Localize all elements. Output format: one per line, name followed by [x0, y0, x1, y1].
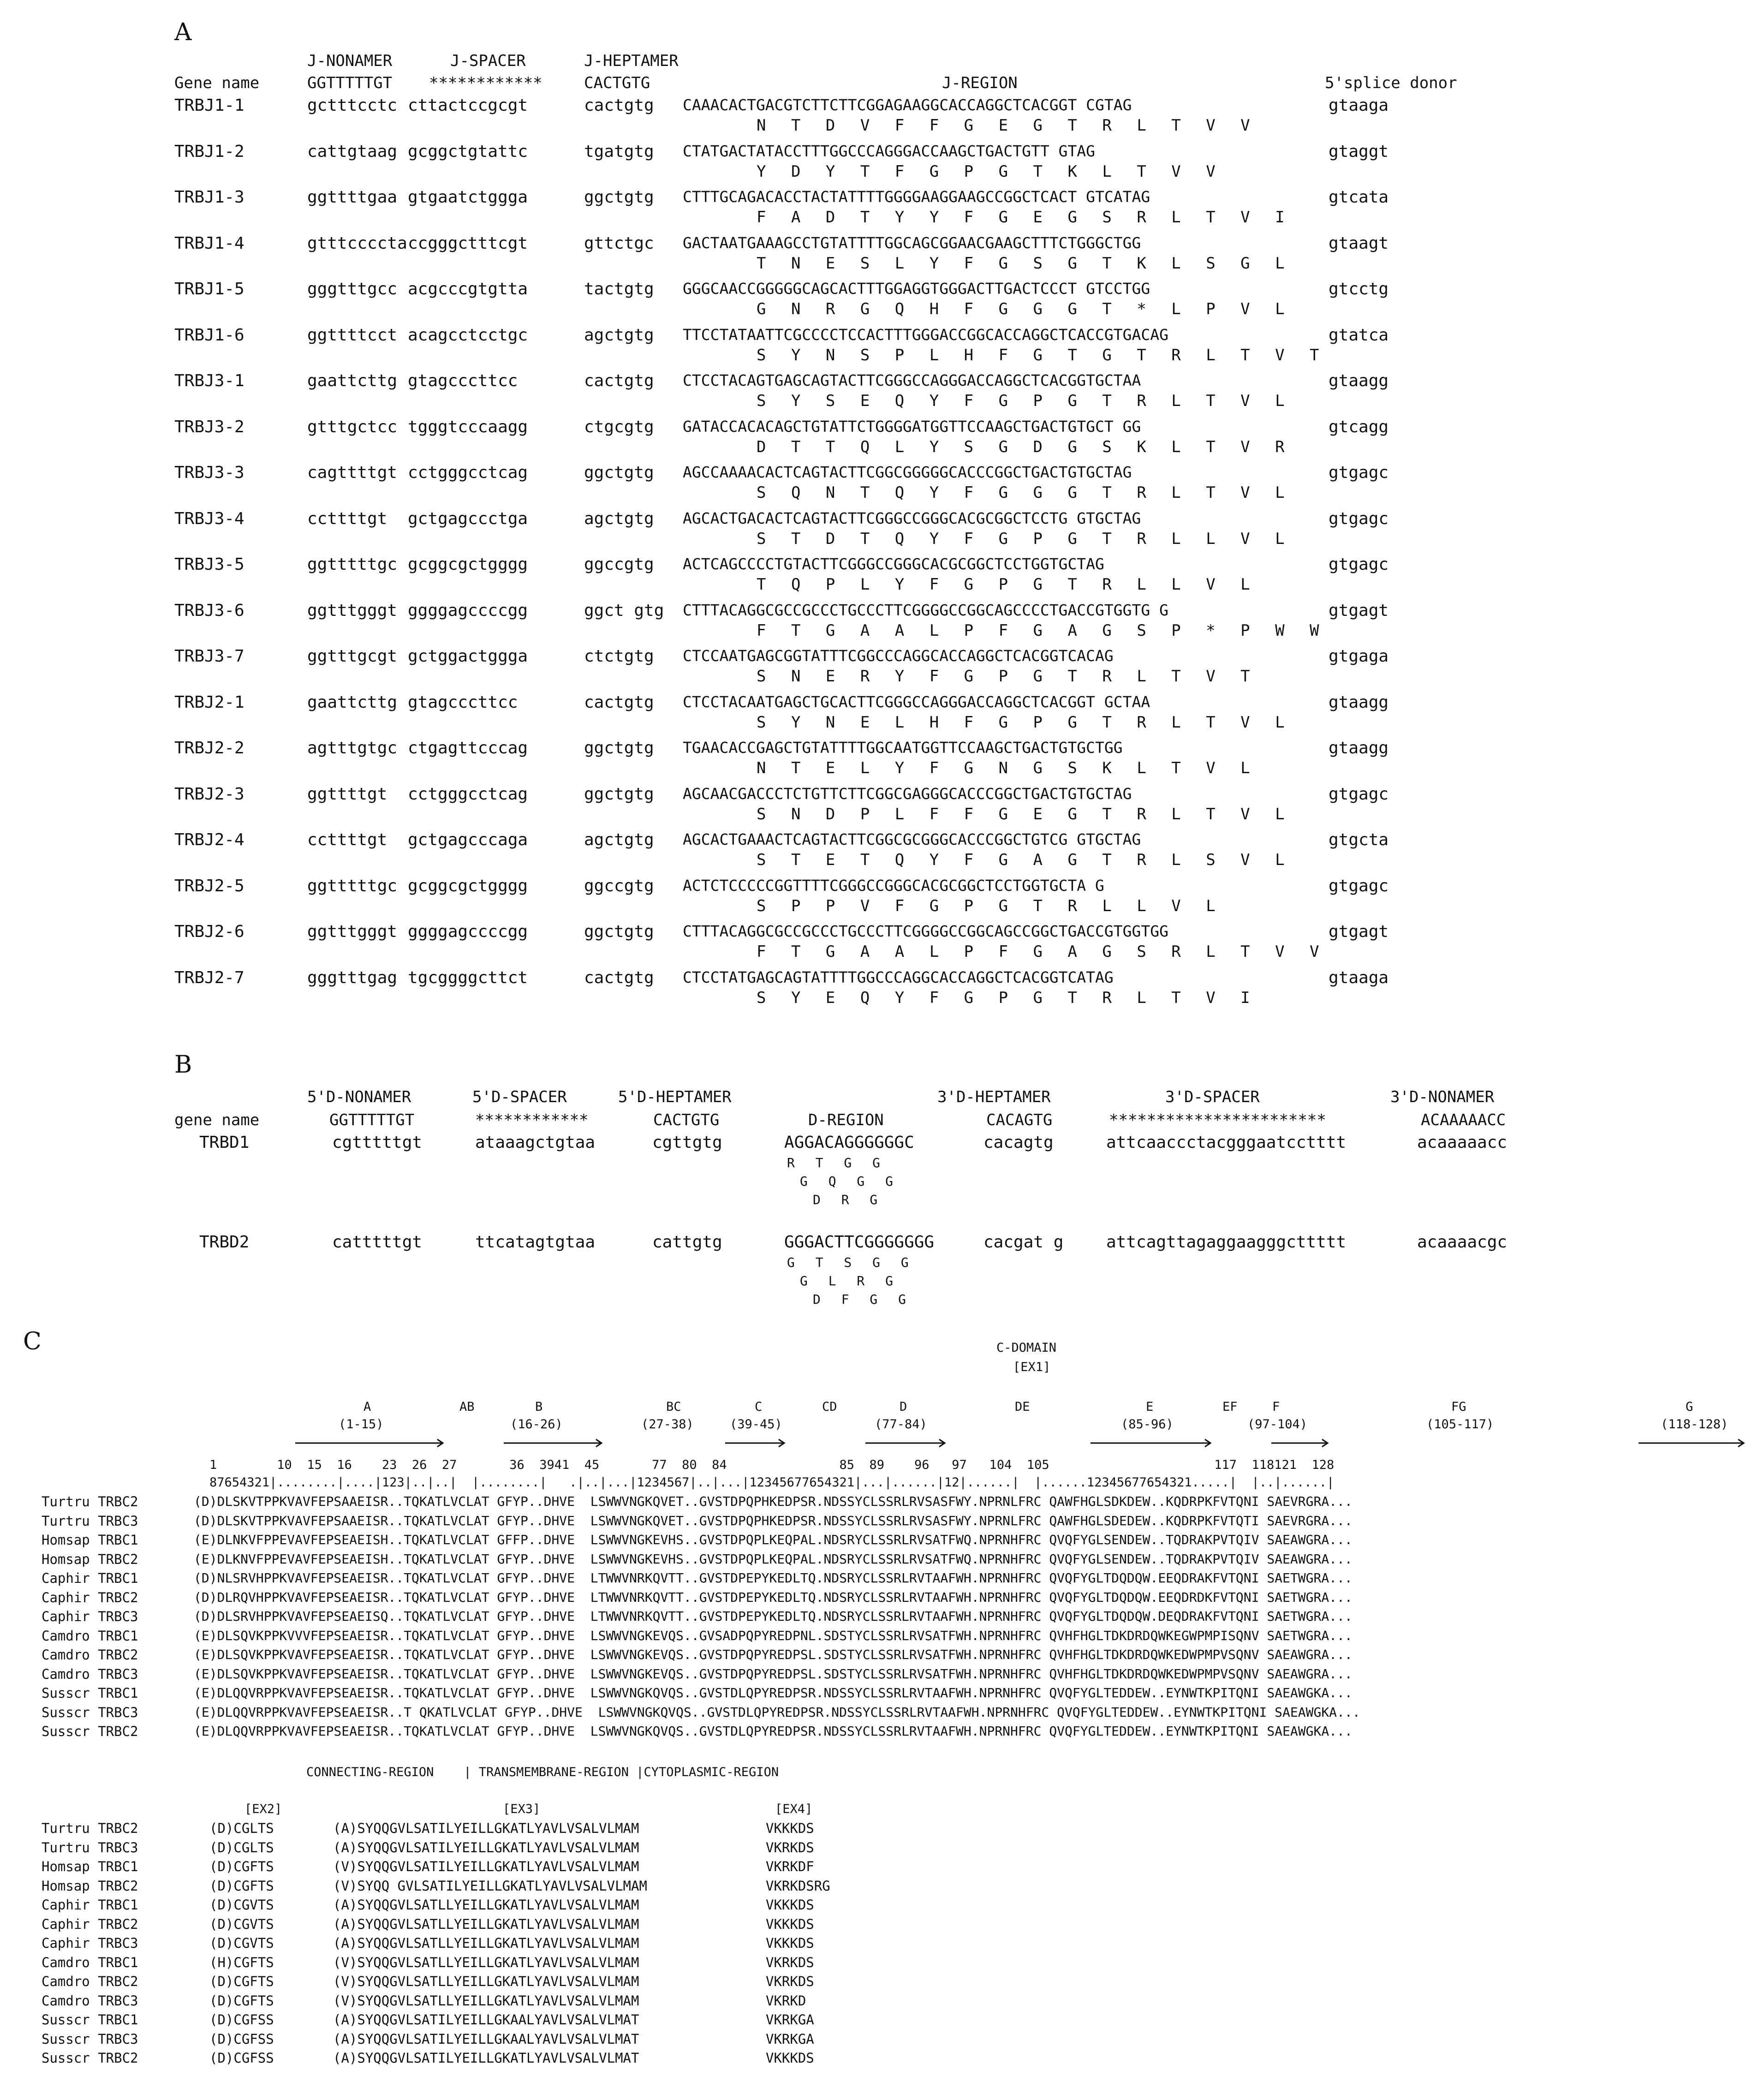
- d-region-frame: G T S G G: [787, 1255, 915, 1270]
- ex3-sequence: (A)SYQQGVLSATLLYEILLGKATLYAVLVSALVLMAM: [333, 1935, 639, 1951]
- j-nonamer: cattgtaag: [307, 142, 398, 161]
- j-spacer: gtgaatctggga: [408, 188, 528, 207]
- strand-name: FG: [1451, 1400, 1466, 1414]
- d-3-heptamer: cacgat g: [983, 1233, 1064, 1252]
- j-region-header: J-REGION: [942, 74, 1018, 92]
- j-heptamer: agctgtg: [584, 830, 654, 849]
- d-gene-name: TRBD1: [199, 1133, 250, 1152]
- species-label: Homsap TRBC1: [42, 1859, 138, 1874]
- strand-name: F: [1272, 1400, 1280, 1414]
- j-region-sequence: ACTCTCCCCCGGTTTTCGGGCCGGGCACGCGGCTCCTGGTGCTA G: [683, 877, 1104, 895]
- j-nonamer: gaattcttg: [307, 371, 398, 390]
- ex4-sequence: VKRKGA: [766, 2031, 814, 2047]
- j-region-sequence: GGGCAACCGGGGGCAGCACTTTGGAGGTGGGACTTGACTCCCT GTCCTGG: [683, 280, 1150, 298]
- d-3-heptamer-consensus: CACAGTG: [986, 1111, 1053, 1129]
- ex1-sequence: (E)DLSQVKPPKVAVFEPSEAEISR..TQKATLVCLAT GFYP..DHVE LSWWVNGKEVQS..GVSTDPQPYREDPSL.SDSTYCLSSRLRVSATFWH.NPRNHFRC QVHFHGLTDKDRDQWKEDWPMPVSQNV SAEAWGRA...: [194, 1666, 1353, 1682]
- region-header: CONNECTING-REGION | TRANSMEMBRANE-REGION |CYTOPLASMIC-REGION: [306, 1765, 779, 1779]
- j-nonamer: ccttttgt: [307, 830, 387, 849]
- j-region-translation: G N R G Q H F G G G T * L P V L: [757, 300, 1293, 318]
- d-5-heptamer: cgttgtg: [652, 1133, 722, 1152]
- j-heptamer: ggctgtg: [584, 785, 654, 804]
- splice-donor: gtgagt: [1329, 601, 1389, 620]
- strand-range: (118-128): [1661, 1417, 1728, 1432]
- d-5-spacer-consensus: ************: [475, 1111, 589, 1129]
- d-region-frame: G L R G: [800, 1273, 900, 1289]
- ex3-sequence: (V)SYQQ GVLSATILYEILLGKATLYAVLVSALVLMAM: [333, 1878, 647, 1894]
- j-region-sequence: CTATGACTATACCTTTGGCCCAGGGACCAAGCTGACTGTT GTAG: [683, 142, 1096, 160]
- ex4-label: [EX4]: [775, 1802, 813, 1816]
- j-heptamer: ggccgtg: [584, 555, 654, 574]
- d-region-frame: G Q G G: [800, 1174, 900, 1189]
- j-spacer: gctgagcccaga: [408, 830, 528, 849]
- ex2-sequence: (D)CGFSS: [209, 2012, 274, 2028]
- ex1-sequence: (E)DLSQVKPPKVVVFEPSEAEISR..TQKATLVCLAT GFYP..DHVE LSWWVNGKEVQS..GVSADPQPYREDPNL.SDSTYCLSSRLRVSATFWH.NPRNHFRC QVHFHGLTDKDRDQWKEGWPMPISQNV SAETWGRA...: [194, 1628, 1353, 1643]
- species-label: Caphir TRBC2: [42, 1590, 138, 1605]
- splice-donor: gtaagg: [1329, 693, 1389, 712]
- strand-range: (77-84): [875, 1417, 927, 1432]
- j-region-translation: F T G A A L P F G A G S R L T V V: [757, 943, 1327, 961]
- strand-range: (1-15): [339, 1417, 384, 1432]
- ex1-sequence: (D)DLSKVTPPKVAVFEPSAAEISR..TQKATLVCLAT GFYP..DHVE LSWWVNGKQVET..GVSTDPQPHKEDPSR.NDSSYCLSSRLRVSASFWY.NPRNLFRC QAWFHGLSDKDEW..KQDRPKFVTQNI SAEVRGRA...: [194, 1494, 1353, 1509]
- splice-donor: gtgagc: [1329, 877, 1389, 895]
- j-spacer: gctgagccctga: [408, 509, 528, 528]
- gene-name: TRBJ2-5: [174, 877, 244, 895]
- strand-name: E: [1146, 1400, 1154, 1414]
- splice-donor: gtgagc: [1329, 785, 1389, 804]
- ex2-sequence: (D)CGLTS: [209, 1840, 274, 1855]
- strand-name: BC: [666, 1400, 681, 1414]
- d-5-nonamer: catttttgt: [332, 1233, 423, 1252]
- splice-donor: gtcata: [1329, 188, 1389, 207]
- j-heptamer: ctgcgtg: [584, 418, 654, 436]
- j-heptamer: tactgtg: [584, 280, 654, 298]
- j-region-translation: T N E S L Y F G S G T K L S G L: [757, 254, 1293, 273]
- j-spacer: tgggtcccaagg: [408, 418, 528, 436]
- d-3-nonamer: acaaaacgc: [1417, 1233, 1508, 1252]
- d-3-spacer: attcagttagaggaagggcttttt: [1106, 1233, 1347, 1252]
- splice-donor: gtaggt: [1329, 142, 1389, 161]
- j-heptamer: agctgtg: [584, 509, 654, 528]
- j-nonamer: ggttttgt: [307, 785, 387, 804]
- j-spacer: cctgggcctcag: [408, 785, 528, 804]
- d-3-nonamer-header: 3'D-NONAMER: [1390, 1088, 1495, 1106]
- j-nonamer: ggtttgggt: [307, 601, 398, 620]
- j-nonamer-header: J-NONAMER: [307, 52, 393, 70]
- j-region-translation: S T E T Q Y F G A G T R L S V L: [757, 851, 1293, 869]
- ex2-sequence: (D)CGFTS: [209, 1974, 274, 1989]
- species-label: Homsap TRBC1: [42, 1532, 138, 1548]
- d-5-nonamer: cgtttttgt: [332, 1133, 423, 1152]
- j-spacer: acgcccgtgtta: [408, 280, 528, 298]
- ex4-sequence: VKRKDSRG: [766, 1878, 830, 1894]
- j-nonamer: cagttttgt: [307, 463, 398, 482]
- ex3-sequence: (A)SYQQGVLSATILYEILLGKATLYAVLVSALVLMAT: [333, 2050, 639, 2066]
- j-heptamer-consensus: CACTGTG: [584, 74, 650, 92]
- d-3-heptamer-header: 3'D-HEPTAMER: [937, 1088, 1051, 1106]
- d-3-spacer-consensus: ***********************: [1109, 1111, 1326, 1129]
- numbering-line: 1 10 15 16 23 26 27 36 3941 45 77 80 84 85 89 96 97 104 105 117 118121 128: [209, 1458, 1335, 1472]
- splice-donor: gtgagt: [1329, 922, 1389, 941]
- j-nonamer: ggttttgaa: [307, 188, 398, 207]
- gene-name: TRBJ1-5: [174, 280, 244, 298]
- ex4-sequence: VKRKDS: [766, 1974, 814, 1989]
- j-region-sequence: CTTTACAGGCGCCGCCCTGCCCTTCGGGGCCGGCAGCCGGCTGACCGTGGTGG: [683, 922, 1168, 940]
- j-region-translation: S Y N E L H F G P G T R L T V L: [757, 713, 1293, 732]
- j-heptamer: ggctgtg: [584, 739, 654, 758]
- j-nonamer: gtttgctcc: [307, 418, 398, 436]
- strand-range: (105-117): [1426, 1417, 1494, 1432]
- j-nonamer: ggttttcct: [307, 326, 398, 345]
- d-5-nonamer-header: 5'D-NONAMER: [307, 1088, 411, 1106]
- splice-donor: gtgagc: [1329, 509, 1389, 528]
- j-region-translation: S N E R Y F G P G T R L T V T: [757, 667, 1258, 686]
- strand-name: B: [535, 1400, 543, 1414]
- ex4-sequence: VKRKDS: [766, 1955, 814, 1970]
- d-region-sequence: AGGACAGGGGGGC: [784, 1133, 914, 1152]
- splice-donor: gtgcta: [1329, 830, 1389, 849]
- j-nonamer: gtttccccta: [307, 234, 407, 253]
- j-nonamer: ggtttgggt: [307, 922, 398, 941]
- j-spacer: cttactccgcgt: [408, 96, 528, 115]
- j-nonamer: agtttgtgc: [307, 739, 398, 758]
- d-3-nonamer: acaaaaacc: [1417, 1133, 1508, 1152]
- species-label: Caphir TRBC1: [42, 1897, 138, 1913]
- ex4-sequence: VKRKDS: [766, 1840, 814, 1855]
- j-spacer: gcggcgctgggg: [408, 877, 528, 895]
- ex1-sequence: (D)DLSKVTPPKVAVFEPSAAEISR..TQKATLVCLAT GFYP..DHVE LSWWVNGKQVET..GVSTDPQPHKEDPSR.NDSSYCLSSRLRVSASFWY.NPRNLFRC QAWFHGLSDEDEW..KQDRPKFVTQTI SAEVRGRA...: [194, 1513, 1353, 1528]
- j-region-sequence: CTCCTATGAGCAGTATTTTGGCCCAGGCACCAGGCTCACGGTCATAG: [683, 968, 1114, 986]
- species-label: Caphir TRBC1: [42, 1570, 138, 1586]
- j-heptamer: cactgtg: [584, 693, 654, 712]
- ex2-sequence: (D)CGVTS: [209, 1897, 274, 1913]
- ex3-sequence: (V)SYQQGVLSATLLYEILLGKATLYAVLVSALVLMAM: [333, 1955, 639, 1970]
- d-region-header: D-REGION: [808, 1111, 884, 1129]
- ex1-sequence: (D)NLSRVHPPKVAVFEPSEAEISR..TQKATLVCLAT GFYP..DHVE LTWWVNRKQVTT..GVSTDPEPYKEDLTQ.NDSRYCLSSRLRVTAAFWH.NPRNHFRC QVQFYGLTDQDQW.EEQDRAKFVTQNI SAETWGRA...: [194, 1570, 1353, 1586]
- gene-name: TRBJ1-6: [174, 326, 244, 345]
- j-nonamer: ggtttttgc: [307, 555, 398, 574]
- j-heptamer: ggctgtg: [584, 463, 654, 482]
- species-label: Homsap TRBC2: [42, 1878, 138, 1894]
- species-label: Camdro TRBC2: [42, 1647, 138, 1663]
- ex3-sequence: (A)SYQQGVLSATILYEILLGKATLYAVLVSALVLMAM: [333, 1820, 639, 1836]
- j-region-sequence: CAAACACTGACGTCTTCTTCGGAGAAGGCACCAGGCTCACGGT CGTAG: [683, 96, 1132, 114]
- species-label: Turtru TRBC2: [42, 1820, 138, 1836]
- ex4-sequence: VKKKDS: [766, 1916, 814, 1932]
- j-region-translation: N T D V F F G E G T R L T V V: [757, 116, 1258, 135]
- d-gene-name-header: gene name: [174, 1111, 260, 1129]
- j-heptamer: cactgtg: [584, 968, 654, 987]
- j-heptamer: agctgtg: [584, 326, 654, 345]
- ex2-sequence: (D)CGFSS: [209, 2031, 274, 2047]
- gene-name: TRBJ2-3: [174, 785, 244, 804]
- j-region-sequence: GACTAATGAAAGCCTGTATTTTGGCAGCGGAACGAAGCTTTCTGGGCTGG: [683, 234, 1141, 252]
- j-region-sequence: ACTCAGCCCCTGTACTTCGGGCCGGGCACGCGGCTCCTGGTGCTAG: [683, 555, 1104, 573]
- d-5-heptamer: cattgtg: [652, 1233, 722, 1252]
- species-label: Caphir TRBC3: [42, 1609, 138, 1624]
- j-region-translation: F T G A A L P F G A G S P * P W W: [757, 621, 1327, 640]
- species-label: Turtru TRBC3: [42, 1513, 138, 1529]
- gene-name: TRBJ3-6: [174, 601, 244, 620]
- ex3-sequence: (V)SYQQGVLSATLLYEILLGKATLYAVLVSALVLMAM: [333, 1993, 639, 2009]
- ex2-sequence: (D)CGFSS: [209, 2050, 274, 2066]
- strand-name: A: [364, 1400, 371, 1414]
- ex3-sequence: (V)SYQQGVLSATLLYEILLGKATLYAVLVSALVLMAM: [333, 1974, 639, 1989]
- strand-name: AB: [459, 1400, 475, 1414]
- j-spacer: gtagcccttcc: [408, 693, 518, 712]
- d-region-frame: D R G: [813, 1192, 884, 1207]
- ex1-sequence: (E)DLNKVFPPEVAVFEPSEAEISH..TQKATLVCLAT GFFP..DHVE LSWWVNGKEVHS..GVSTDPQPLKEQPAL.NDSRYCLSSRLRVSATFWQ.NPRNHFRC QVQFYGLSENDEW..TQDRAKPVTQIV SAEAWGRA...: [194, 1532, 1353, 1547]
- j-spacer: cctgggcctcag: [408, 463, 528, 482]
- splice-donor: gtatca: [1329, 326, 1389, 345]
- ex1-label: [EX1]: [1013, 1360, 1051, 1374]
- j-region-translation: F A D T Y Y F G E G S R L T V I: [757, 208, 1293, 227]
- j-heptamer: gttctgc: [584, 234, 654, 253]
- j-nonamer: gctttcctc: [307, 96, 398, 115]
- d-5-spacer: ttcatagtgtaa: [475, 1233, 596, 1252]
- d-3-nonamer-consensus: ACAAAAACC: [1421, 1111, 1506, 1129]
- strand-name: D: [900, 1400, 907, 1414]
- strand-range: (97-104): [1247, 1417, 1308, 1432]
- ex3-sequence: (A)SYQQGVLSATILYEILLGKAALYAVLVSALVLMAT: [333, 2031, 639, 2047]
- ex4-sequence: VKKKDS: [766, 1820, 814, 1836]
- j-spacer: gcggcgctgggg: [408, 555, 528, 574]
- species-label: Camdro TRBC1: [42, 1628, 138, 1644]
- ex2-sequence: (H)CGFTS: [209, 1955, 274, 1970]
- j-heptamer: cactgtg: [584, 371, 654, 390]
- ex3-sequence: (A)SYQQGVLSATLLYEILLGKATLYAVLVSALVLMAM: [333, 1916, 639, 1932]
- species-label: Susscr TRBC2: [42, 1724, 138, 1739]
- j-heptamer: ctctgtg: [584, 647, 654, 666]
- ex3-label: [EX3]: [503, 1802, 541, 1816]
- d-region-frame: D F G G: [813, 1292, 913, 1307]
- j-nonamer: ggtttttgc: [307, 877, 398, 895]
- j-region-sequence: CTCCAATGAGCGGTATTTCGGCCCAGGCACCAGGCTCACGGTCACAG: [683, 647, 1114, 665]
- species-label: Susscr TRBC1: [42, 1685, 138, 1701]
- j-nonamer: gggtttgag: [307, 968, 398, 987]
- strand-name: G: [1686, 1400, 1693, 1414]
- j-heptamer: ggctgtg: [584, 188, 654, 207]
- d-5-nonamer-consensus: GGTTTTTGT: [329, 1111, 415, 1129]
- gene-name: TRBJ2-6: [174, 922, 244, 941]
- ex4-sequence: VKRKD: [766, 1993, 806, 2009]
- ex4-sequence: VKRKGA: [766, 2012, 814, 2028]
- j-region-sequence: AGCAACGACCCTCTGTTCTTCGGCGAGGGCACCCGGCTGACTGTGCTAG: [683, 785, 1132, 803]
- species-label: Caphir TRBC2: [42, 1916, 138, 1932]
- strand-name: CD: [822, 1400, 837, 1414]
- ex2-sequence: (D)CGLTS: [209, 1820, 274, 1836]
- splice-donor: gtcagg: [1329, 418, 1389, 436]
- panel-c-letter: C: [23, 1328, 42, 1355]
- species-label: Turtru TRBC2: [42, 1494, 138, 1509]
- j-spacer: ggggagccccgg: [408, 601, 528, 620]
- ex2-label: [EX2]: [244, 1802, 282, 1816]
- gene-name: TRBJ1-4: [174, 234, 244, 253]
- j-spacer: gcggctgtattc: [408, 142, 528, 161]
- species-label: Camdro TRBC3: [42, 1993, 138, 2009]
- ex3-sequence: (A)SYQQGVLSATILYEILLGKATLYAVLVSALVLMAM: [333, 1840, 639, 1855]
- j-region-translation: T Q P L Y F G P G T R L L V L: [757, 575, 1258, 594]
- ex4-sequence: VKKKDS: [766, 1935, 814, 1951]
- species-label: Susscr TRBC3: [42, 2031, 138, 2047]
- d-5-heptamer-consensus: CACTGTG: [653, 1111, 720, 1129]
- j-spacer-header: J-SPACER: [450, 52, 526, 70]
- c-domain-label: C-DOMAIN: [996, 1341, 1057, 1355]
- j-heptamer: tgatgtg: [584, 142, 654, 161]
- ex3-sequence: (V)SYQQGVLSATILYEILLGKATLYAVLVSALVLMAM: [333, 1859, 639, 1874]
- ex1-sequence: (E)DLQQVRPPKVAVFEPSEAEISR..TQKATLVCLAT GFYP..DHVE LSWWVNGKQVQS..GVSTDLQPYREDPSR.NDSSYCLSSRLRVTAAFWH.NPRNHFRC QVQFYGLTEDDEW..EYNWTKPITQNI SAEAWGKA...: [194, 1685, 1353, 1700]
- j-nonamer-consensus: GGTTTTTGT: [307, 74, 393, 92]
- ex1-sequence: (E)DLKNVFPPEVAVFEPSEAEISH..TQKATLVCLAT GFYP..DHVE LSWWVNGKEVHS..GVSTDPQPLKEQPAL.NDSRYCLSSRLRVSATFWQ.NPRNHFRC QVQFYGLSENDEW..TQDRAKPVTQIV SAEAWGRA...: [194, 1551, 1353, 1567]
- j-region-translation: S Y E Q Y F G P G T R L T V I: [757, 989, 1258, 1007]
- splice-donor: gtgaga: [1329, 647, 1389, 666]
- j-region-translation: S P P V F G P G T R L L V L: [757, 897, 1223, 915]
- d-3-heptamer: cacagtg: [983, 1133, 1054, 1152]
- ex3-sequence: (A)SYQQGVLSATILYEILLGKAALYAVLVSALVLMAT: [333, 2012, 639, 2028]
- j-nonamer: ccttttgt: [307, 509, 387, 528]
- j-heptamer: cactgtg: [584, 96, 654, 115]
- j-region-sequence: TGAACACCGAGCTGTATTTTGGCAATGGTTCCAAGCTGACTGTGCTGG: [683, 739, 1123, 757]
- j-region-sequence: GATACCACACAGCTGTATTCTGGGGATGGTTCCAAGCTGACTGTGCT GG: [683, 418, 1141, 435]
- ex1-sequence: (D)DLSRVHPPKVAVFEPSEAEISQ..TQKATLVCLAT GFYP..DHVE LTWWVNRKQVTT..GVSTDPEPYKEDLTQ.NDSRYCLSSRLRVTAAFWH.NPRNHFRC QVQFYGLTDQDQW.DEQDRAKFVTQNI SAETWGRA...: [194, 1609, 1353, 1624]
- strand-range: (39-45): [730, 1417, 782, 1432]
- j-region-translation: S N D P L F F G E G T R L T V L: [757, 805, 1293, 823]
- splice-donor: gtaagt: [1329, 234, 1389, 253]
- j-region-sequence: AGCACTGAAACTCAGTACTTCGGCGCGGGCACCCGGCTGTCG GTGCTAG: [683, 830, 1141, 848]
- splice-donor: gtaagg: [1329, 371, 1389, 390]
- j-spacer: ccgggctttcgt: [408, 234, 528, 253]
- j-spacer: ggggagccccgg: [408, 922, 528, 941]
- j-heptamer-header: J-HEPTAMER: [584, 52, 679, 70]
- j-spacer: gtagcccttcc: [408, 371, 518, 390]
- j-region-translation: Y D Y T F G P G T K L T V V: [757, 162, 1223, 181]
- strand-name: C: [755, 1400, 763, 1414]
- ex4-sequence: VKRKDF: [766, 1859, 814, 1874]
- species-label: Camdro TRBC1: [42, 1955, 138, 1970]
- j-heptamer: ggccgtg: [584, 877, 654, 895]
- d-5-heptamer-header: 5'D-HEPTAMER: [618, 1088, 732, 1106]
- strand-name: EF: [1222, 1400, 1238, 1414]
- gene-name: TRBJ1-2: [174, 142, 244, 161]
- panel-a-letter: A: [174, 18, 192, 46]
- species-label: Susscr TRBC1: [42, 2012, 138, 2028]
- d-3-spacer: attcaaccctacgggaatcctttt: [1106, 1133, 1347, 1152]
- j-region-sequence: CTCCTACAATGAGCTGCACTTCGGGCCAGGGACCAGGCTCACGGT GCTAA: [683, 693, 1150, 711]
- gene-name: TRBJ2-7: [174, 968, 244, 987]
- j-spacer: acagcctcctgc: [408, 326, 528, 345]
- j-nonamer: gggtttgcc: [307, 280, 398, 298]
- species-label: Camdro TRBC2: [42, 1974, 138, 1989]
- ex4-sequence: VKKKDS: [766, 2050, 814, 2066]
- ex2-sequence: (D)CGFTS: [209, 1859, 274, 1874]
- j-region-translation: S Y N S P L H F G T G T R L T V T: [757, 346, 1327, 364]
- splice-donor: gtgagc: [1329, 555, 1389, 574]
- d-5-spacer: ataaagctgtaa: [475, 1133, 596, 1152]
- gene-name: TRBJ1-1: [174, 96, 244, 115]
- j-region-sequence: CTTTGCAGACACCTACTATTTTGGGGAAGGAAGCCGGCTCACT GTCATAG: [683, 188, 1150, 206]
- d-5-spacer-header: 5'D-SPACER: [472, 1088, 567, 1106]
- strand-range: (27-38): [641, 1417, 694, 1432]
- j-region-translation: N T E L Y F G N G S K L T V L: [757, 759, 1258, 777]
- gene-name: TRBJ2-2: [174, 739, 244, 758]
- species-label: Camdro TRBC3: [42, 1666, 138, 1682]
- d-3-spacer-header: 3'D-SPACER: [1165, 1088, 1260, 1106]
- strand-range: (85-96): [1121, 1417, 1174, 1432]
- d-gene-name: TRBD2: [199, 1233, 250, 1252]
- gene-name-header: Gene name: [174, 74, 260, 92]
- ex1-sequence: (E)DLQQVRPPKVAVFEPSEAEISR..T QKATLVCLAT GFYP..DHVE LSWWVNGKQVQS..GVSTDLQPYREDPSR.NDSSYCLSSRLRVTAAFWH.NPRNHFRC QVQFYGLTEDDEW..EYNWTKPITQNI SAEAWGKA...: [194, 1705, 1360, 1720]
- j-spacer: ctgagttcccag: [408, 739, 528, 758]
- gene-name: TRBJ3-4: [174, 509, 244, 528]
- j-heptamer: ggct gtg: [584, 601, 664, 620]
- j-region-sequence: CTCCTACAGTGAGCAGTACTTCGGGCCAGGGACCAGGCTCACGGTGCTAA: [683, 371, 1141, 389]
- gene-name: TRBJ2-4: [174, 830, 244, 849]
- ex2-sequence: (D)CGFTS: [209, 1993, 274, 2009]
- species-label: Susscr TRBC3: [42, 1705, 138, 1720]
- species-label: Susscr TRBC2: [42, 2050, 138, 2066]
- j-region-translation: S T D T Q Y F G P G T R L L V L: [757, 530, 1293, 548]
- strand-name: DE: [1015, 1400, 1030, 1414]
- ex1-sequence: (E)DLSQVKPPKVAVFEPSEAEISR..TQKATLVCLAT GFYP..DHVE LSWWVNGKEVQS..GVSTDPQPYREDPSL.SDSTYCLSSRLRVSATFWH.NPRNHFRC QVHFHGLTDKDRDQWKEDWPMPVSQNV SAEAWGRA...: [194, 1647, 1353, 1662]
- d-region-sequence: GGGACTTCGGGGGGG: [784, 1233, 935, 1252]
- gene-name: TRBJ3-5: [174, 555, 244, 574]
- ex1-sequence: (E)DLQQVRPPKVAVFEPSEAEISR..TQKATLVCLAT GFYP..DHVE LSWWVNGKQVQS..GVSTDLQPYREDPSR.NDSSYCLSSRLRVTAAFWH.NPRNHFRC QVQFYGLTEDDEW..EYNWTKPITQNI SAEAWGKA...: [194, 1724, 1353, 1739]
- species-label: Turtru TRBC3: [42, 1840, 138, 1855]
- gene-name: TRBJ3-2: [174, 418, 244, 436]
- splice-donor: gtgagc: [1329, 463, 1389, 482]
- gene-name: TRBJ1-3: [174, 188, 244, 207]
- j-region-translation: S Y S E Q Y F G P G T R L T V L: [757, 392, 1293, 410]
- j-region-sequence: AGCACTGACACTCAGTACTTCGGGCCGGGCACGCGGCTCCTG GTGCTAG: [683, 509, 1141, 527]
- j-spacer: gctggactggga: [408, 647, 528, 666]
- strand-range: (16-26): [510, 1417, 563, 1432]
- j-spacer-consensus: ************: [429, 74, 542, 92]
- ex2-sequence: (D)CGVTS: [209, 1935, 274, 1951]
- j-region-translation: S Q N T Q Y F G G G T R L T V L: [757, 483, 1293, 502]
- species-label: Caphir TRBC3: [42, 1935, 138, 1951]
- j-heptamer: ggctgtg: [584, 922, 654, 941]
- j-spacer: tgcggggcttct: [408, 968, 528, 987]
- species-label: Homsap TRBC2: [42, 1551, 138, 1567]
- ex2-sequence: (D)CGFTS: [209, 1878, 274, 1894]
- j-region-sequence: TTCCTATAATTCGCCCCTCCACTTTGGGACCGGCACCAGGCTCACCGTGACAG: [683, 326, 1168, 344]
- ex1-sequence: (D)DLRQVHPPKVAVFEPSEAEISR..TQKATLVCLAT GFYP..DHVE LTWWVNRKQVTT..GVSTDPEPYKEDLTQ.NDSRYCLSSRLRVTAAFWH.NPRNHFRC QVQFYGLTDQDQW.EEQDRDKFVTQNI SAETWGRA...: [194, 1590, 1353, 1605]
- j-region-sequence: AGCCAAAACACTCAGTACTTCGGCGGGGGCACCCGGCTGACTGTGCTAG: [683, 463, 1132, 481]
- j-nonamer: ggtttgcgt: [307, 647, 398, 666]
- gene-name: TRBJ3-7: [174, 647, 244, 666]
- gene-name: TRBJ2-1: [174, 693, 244, 712]
- splice-donor: gtaaga: [1329, 96, 1389, 115]
- j-region-translation: D T T Q L Y S G D G S K L T V R: [757, 438, 1293, 456]
- ex4-sequence: VKKKDS: [766, 1897, 814, 1913]
- gene-name: TRBJ3-1: [174, 371, 244, 390]
- splice-donor: gtaagg: [1329, 739, 1389, 758]
- panel-b-letter: B: [174, 1051, 192, 1079]
- ex3-sequence: (A)SYQQGVLSATLLYEILLGKATLYAVLVSALVLMAM: [333, 1897, 639, 1913]
- splice-donor: gtcctg: [1329, 280, 1389, 298]
- j-region-sequence: CTTTACAGGCGCCGCCCTGCCCTTCGGGGCCGGCAGCCCCTGACCGTGGTG G: [683, 601, 1168, 619]
- gene-name: TRBJ3-3: [174, 463, 244, 482]
- d-region-frame: R T G G: [787, 1155, 887, 1170]
- splice-donor-header: 5'splice donor: [1325, 74, 1457, 92]
- ex2-sequence: (D)CGVTS: [209, 1916, 274, 1932]
- j-nonamer: gaattcttg: [307, 693, 398, 712]
- splice-donor: gtaaga: [1329, 968, 1389, 987]
- ruler-line: 87654321|........|....|123|..|..| |........| .|..|...|1234567|..|...|12345677654321|...|......|12|......| |......12345677654321.....| |..|......|: [209, 1475, 1335, 1490]
